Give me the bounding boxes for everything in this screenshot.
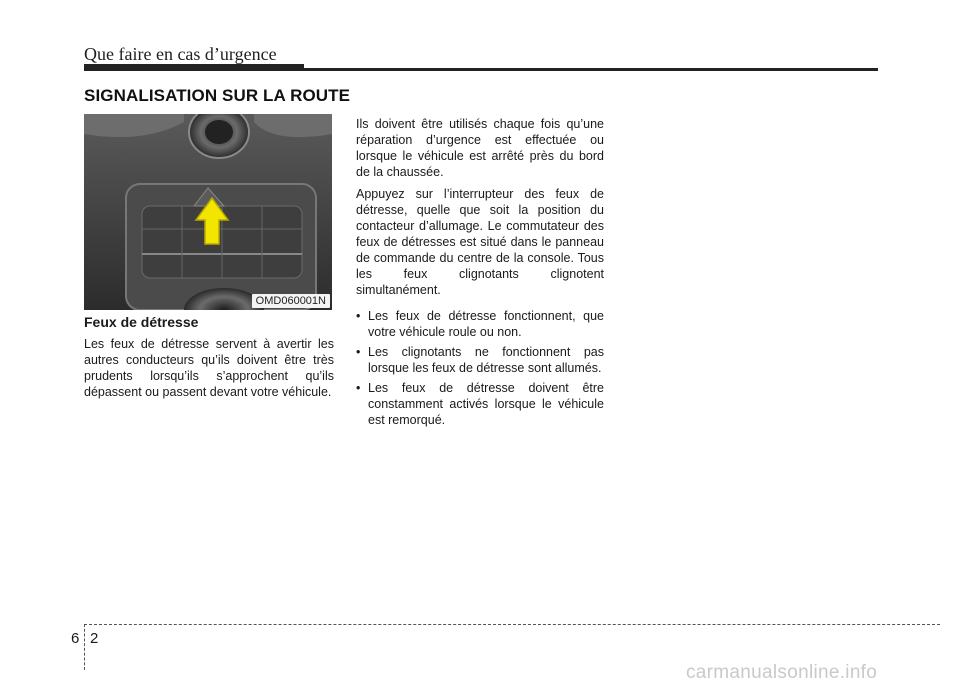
footer-rule: [84, 624, 940, 625]
hazard-button-photo: [84, 114, 332, 310]
console-illustration: [84, 114, 332, 310]
list-item: • Les feux de détresse doivent être constamment activés lorsque le véhicule est remorqué.: [356, 380, 604, 428]
subsection-heading: Feux de détresse: [84, 314, 199, 330]
intro-paragraph: Les feux de détresse servent à avertir les autres conducteurs qu’ils doivent être très prudents lorsqu’ils s’approchent qu’ils dépassent ou passent devant votre véhicule.: [84, 337, 334, 399]
body-paragraph: Ils doivent être utilisés chaque fois qu’une réparation d’urgence est effectuée ou lorsque le véhicule est arrêté près du bord de la chaussée.: [356, 117, 604, 179]
header-tab-bar: [84, 64, 304, 71]
figure-code: OMD060001N: [252, 294, 330, 308]
list-item: • Les clignotants ne fonctionnent pas lorsque les feux de détresse sont allumés.: [356, 344, 604, 376]
chapter-number: 6: [71, 630, 80, 647]
bullet-list: [356, 308, 604, 428]
section-title: SIGNALISATION SUR LA ROUTE: [84, 86, 351, 105]
body-paragraph: Appuyez sur l’interrupteur des feux de détresse, quelle que soit la position du contacteur d’allumage. Le commutateur des feux de détresses est situé dans le panneau de commande du centre de la console. Tous les feux clignotants clignotent simultanément.: [356, 187, 604, 297]
page-header-title: Que faire en cas d’urgence: [84, 44, 277, 64]
list-item: • Les feux de détresse fonctionnent, que votre véhicule roule ou non.: [356, 308, 604, 340]
footer-divider: [84, 624, 85, 670]
right-column: [356, 116, 604, 432]
watermark: carmanualsonline.info: [686, 662, 878, 683]
page-number: 2: [90, 630, 99, 647]
left-column: [84, 314, 334, 400]
